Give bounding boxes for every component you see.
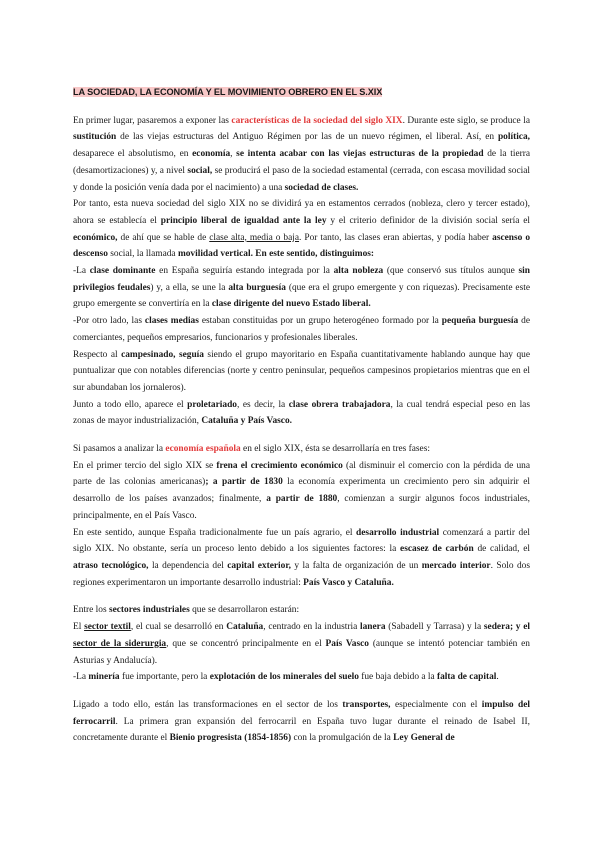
text-span: Respecto al: [73, 349, 122, 360]
text-span: En primer lugar, pasaremos a exponer las: [73, 115, 232, 126]
text-span: se producirá el paso de la sociedad estamental (cerrada, con escasa movilidad social y donde la posición venía dada por el nacimiento) a una: [73, 165, 530, 193]
highlight-text: características de la sociedad del siglo XIX: [231, 115, 403, 126]
text-span: que se desarrollaron estarán:: [189, 605, 300, 616]
bold-text: Cataluña y País Vasco.: [201, 416, 292, 427]
text-span: .: [496, 672, 499, 683]
bold-text: clase obrera trabajadora: [288, 399, 391, 410]
bold-text: se intenta acabar con las viejas estructuras de la propiedad: [236, 149, 484, 160]
bold-text: clase dominante: [89, 266, 156, 277]
bold-text: proletariado: [187, 399, 237, 410]
text-span: Por tanto, esta nueva sociedad del siglo XIX no se dividirá ya en estamentos cerrados (nobleza, clero y tercer estado), ahora se establecía el: [73, 199, 530, 226]
text-span: -Por otro lado, las: [73, 316, 145, 327]
paragraph-sociedad-intro: [73, 113, 530, 197]
text-span: , comienzan a surgir algunos focos industriales, principalmente, en el País Vasco.: [73, 494, 531, 521]
text-span: , es decir, la: [236, 399, 289, 410]
bold-text: desarrollo industrial: [356, 527, 440, 538]
paragraph-sectores: [73, 619, 530, 669]
text-span: , la cual tendrá especial peso en las zonas de mayor industrialización,: [73, 399, 530, 427]
paragraph-fases: [73, 458, 530, 525]
bold-underlined-text: sector textil: [84, 622, 131, 633]
bold-text: principio liberal de igualdad ante la ley: [160, 215, 327, 226]
paragraph-mineria: [73, 669, 530, 686]
text-span: fue baja debido a la: [358, 672, 437, 683]
paragraph-gap: [73, 430, 530, 441]
bold-text: sociedad de clases.: [284, 182, 359, 193]
text-span: (que conservó sus títulos aunque: [383, 266, 519, 277]
text-span: estaban constituidas por un grupo heterogéneo formado por la: [198, 316, 442, 327]
text-span: en España seguiría estando integrada por la: [155, 266, 334, 277]
paragraph-nueva-sociedad: [73, 196, 530, 263]
bold-text: sustitución: [73, 132, 117, 143]
paragraph-gap: [73, 591, 530, 602]
text-span: (aunque se intentó potenciar también en Asturias y Andalucía).: [73, 638, 530, 666]
bold-underlined-text: sector de la siderurgia: [73, 638, 167, 649]
text-span: Si pasamos a analizar la: [73, 444, 166, 455]
bold-text: sin privilegios feudales: [73, 266, 530, 293]
text-span: . Solo dos regiones experimentaron un importante desarrollo industrial:: [73, 560, 530, 588]
paragraph-gap: [73, 686, 530, 697]
paragraph-clases-medias: [73, 313, 530, 346]
bold-text: sedera; y el: [483, 622, 530, 633]
paragraph-clase-dominante: [73, 263, 530, 313]
text-span: de la tierra (desamortizaciones) y, a nivel: [73, 149, 531, 176]
text-span: (Sabadell y Tarrasa) y la: [385, 622, 484, 633]
bold-text: País Vasco: [325, 638, 369, 649]
text-span: . La primera gran expansión del ferrocarril en España tuvo lugar durante el reinado de Isabel II, concretamente durante el: [73, 716, 530, 744]
text-span: En el primer tercio del siglo XIX se: [73, 460, 217, 471]
bold-text: alta burguesía: [228, 282, 286, 293]
text-span: ) y, a ella, se une la: [150, 282, 229, 293]
document-body: [73, 84, 530, 747]
bold-text: a partir de 1880: [266, 494, 338, 505]
bold-text: ascenso o descenso: [73, 232, 531, 260]
text-span: la economía experimenta un crecimiento pero sin adquirir el desarrollo de los países avanzados; finalmente,: [73, 477, 531, 505]
underlined-text: clase alta, media o baja: [209, 232, 300, 243]
text-span: desaparece el absolutismo, en: [73, 149, 193, 160]
bold-text: explotación de los minerales del suelo: [209, 672, 359, 683]
text-span: de ahí que se hable de: [117, 232, 210, 243]
paragraph-transportes: [73, 697, 530, 747]
bold-text: política,: [497, 132, 530, 143]
page-title: LA SOCIEDAD, LA ECONOMÍA Y EL MOVIMIENTO OBRERO EN EL S.XIX: [73, 87, 383, 97]
bold-text: sectores industriales: [108, 605, 190, 616]
text-span: Junto a todo ello, aparece el: [73, 399, 188, 410]
bold-text: clase dirigente del nuevo Estado liberal.: [211, 299, 371, 310]
text-span: la dependencia del: [148, 560, 228, 571]
text-span: -La: [73, 266, 90, 277]
bold-text: impulso del ferrocarril: [73, 699, 531, 727]
bold-text: País Vasco y Cataluña.: [303, 577, 394, 588]
bold-text: falta de capital: [437, 672, 497, 683]
text-span: social, la llamada: [107, 249, 178, 260]
bold-text: minería: [88, 672, 120, 683]
bold-text: social,: [187, 165, 213, 176]
bold-text: Cataluña: [226, 622, 264, 633]
bold-text: Ley General de: [393, 733, 455, 744]
text-span: y el criterio definidor de la división social sería el: [326, 215, 530, 226]
text-span: especialmente con el: [390, 699, 482, 710]
text-span: (al disminuir el comercio con la pérdida de una parte de las colonias americanas): [73, 460, 530, 488]
bold-text: clases medias: [144, 316, 199, 327]
text-span: -La: [73, 672, 89, 683]
text-span: , centrado en la industria: [263, 622, 360, 633]
bold-text: lanera: [359, 622, 386, 633]
text-span: siendo el grupo mayoritario en España cuantitativamente hablando aunque hay que puntualizar que con notables diferencias (norte y centro peninsular, pequeños campesinos propietarios mientras que en el sur abundaban los jornaleros).: [73, 349, 530, 393]
paragraph-campesinado: [73, 347, 530, 397]
text-span: comenzará a partir del siglo XIX. No obstante, sería un proceso lento debido a los siguientes factores: la: [73, 527, 530, 555]
bold-text: mercado interior: [421, 560, 491, 571]
bold-text: campesinado, seguía: [121, 349, 204, 360]
bold-text: Bienio progresista (1854-1856): [169, 733, 292, 744]
text-span: de las viejas estructuras del Antiguo Régimen por las de un nuevo régimen, el liberal. Así, en: [116, 132, 498, 143]
bold-text: capital exterior,: [227, 560, 291, 571]
bold-text: pequeña burguesía: [441, 316, 519, 327]
bold-text: transportes,: [342, 699, 391, 710]
bold-text: movilidad vertical. En este sentido, distinguimos:: [177, 249, 375, 260]
bold-text: atraso tecnológico,: [73, 560, 149, 571]
text-span: En este sentido, aunque España tradicionalmente fue un país agrario, el: [73, 527, 357, 538]
bold-text: escasez de carbón: [400, 544, 474, 555]
highlight-text: economía española: [165, 444, 241, 455]
text-span: en el siglo XIX, ésta se desarrollaría en tres fases:: [240, 444, 430, 455]
text-span: Ligado a todo ello, están las transformaciones en el sector de los: [73, 699, 343, 710]
bold-text: frena el crecimiento económico: [216, 460, 343, 471]
bold-text: alta nobleza: [333, 266, 384, 277]
text-span: (que era el grupo emergente y con riquezas). Precisamente este grupo emergente se convertiría en la: [73, 282, 530, 310]
text-span: , que se concentró principalmente en el: [166, 638, 326, 649]
text-span: fue importante, pero la: [119, 672, 210, 683]
text-span: El: [73, 622, 85, 633]
text-span: de calidad, el: [473, 544, 530, 555]
text-span: y la falta de organización de un: [291, 560, 422, 571]
paragraph-sectores-intro: [73, 602, 530, 619]
text-span: . Durante este siglo, se produce la: [402, 115, 530, 126]
bold-text: economía: [192, 149, 231, 160]
paragraph-economia-intro: [73, 441, 530, 458]
text-span: de comerciantes, pequeños empresarios, funcionarios y profesionales liberales.: [73, 316, 530, 343]
text-span: , el cual se desarrolló en: [130, 622, 227, 633]
text-span: con la promulgación de la: [291, 733, 394, 744]
text-span: . Por tanto, las clases eran abiertas, y podía haber: [299, 232, 493, 243]
text-span: Entre los: [73, 605, 109, 616]
title-block: [73, 84, 530, 102]
text-span: ,: [230, 149, 237, 160]
paragraph-desarrollo-industrial: [73, 525, 530, 592]
paragraph-proletariado: [73, 397, 530, 430]
bold-text: económico,: [73, 232, 118, 243]
bold-text: ; a partir de 1830: [205, 477, 283, 488]
